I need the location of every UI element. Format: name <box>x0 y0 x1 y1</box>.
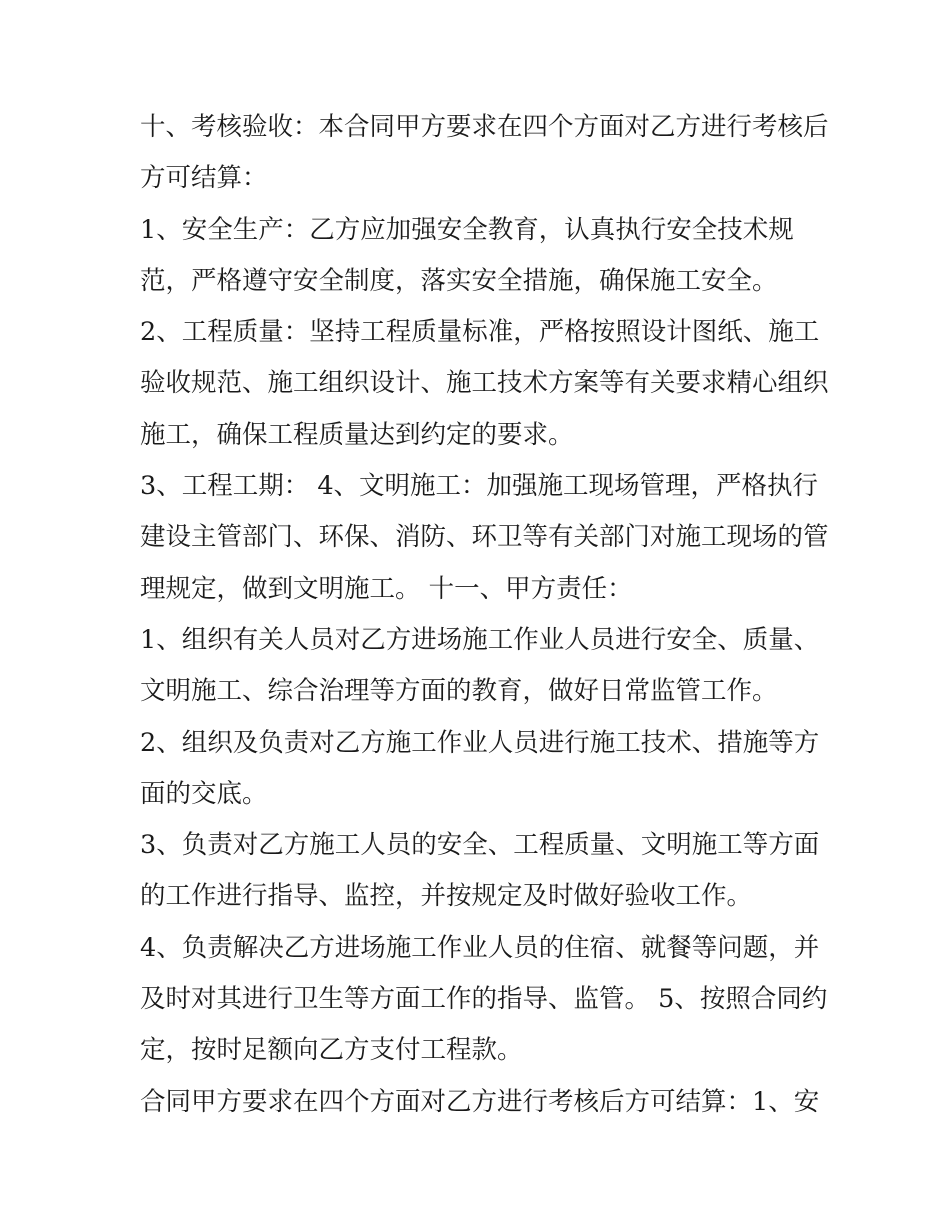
document-body <box>140 102 860 1128</box>
text-line: 2、工程质量：坚持工程质量标准，严格按照设计图纸、施工 <box>140 317 820 348</box>
text-line: 3、工程工期： 4、文明施工：加强施工现场管理，严格执行 <box>140 471 819 502</box>
text-line: 2、组织及负责对乙方施工作业人员进行施工技术、措施等方 <box>140 727 820 758</box>
text-line: 3、负责对乙方施工人员的安全、工程质量、文明施工等方面 <box>140 830 820 861</box>
text-line: 验收规范、施工组织设计、施工技术方案等有关要求精心组织 <box>140 368 829 399</box>
text-line: 定，按时足额向乙方支付工程款。 <box>140 1035 523 1066</box>
text-line: 面的交底。 <box>140 778 268 809</box>
text-line: 1、安全生产：乙方应加强安全教育，认真执行安全技术规 <box>140 214 794 245</box>
text-line: 合同甲方要求在四个方面对乙方进行考核后方可结算：1、安 <box>140 1086 820 1117</box>
text-line: 文明施工、综合治理等方面的教育，做好日常监管工作。 <box>140 676 778 707</box>
text-line: 十、考核验收：本合同甲方要求在四个方面对乙方进行考核后 <box>140 112 829 142</box>
text-line: 及时对其进行卫生等方面工作的指导、监管。 5、按照合同约 <box>140 984 828 1015</box>
text-line: 理规定，做到文明施工。 十一、甲方责任： <box>140 573 633 604</box>
text-line: 4、负责解决乙方进场施工作业人员的住宿、就餐等问题，并 <box>140 932 820 963</box>
text-line: 范，严格遵守安全制度，落实安全措施，确保施工安全。 <box>140 265 778 296</box>
text-line: 1、组织有关人员对乙方进场施工作业人员进行安全、质量、 <box>140 624 820 655</box>
text-line: 的工作进行指导、监控，并按规定及时做好验收工作。 <box>140 881 753 912</box>
text-line: 方可结算： <box>140 163 268 194</box>
text-line: 建设主管部门、环保、消防、环卫等有关部门对施工现场的管 <box>140 522 829 553</box>
text-line: 施工，确保工程质量达到约定的要求。 <box>140 419 574 450</box>
